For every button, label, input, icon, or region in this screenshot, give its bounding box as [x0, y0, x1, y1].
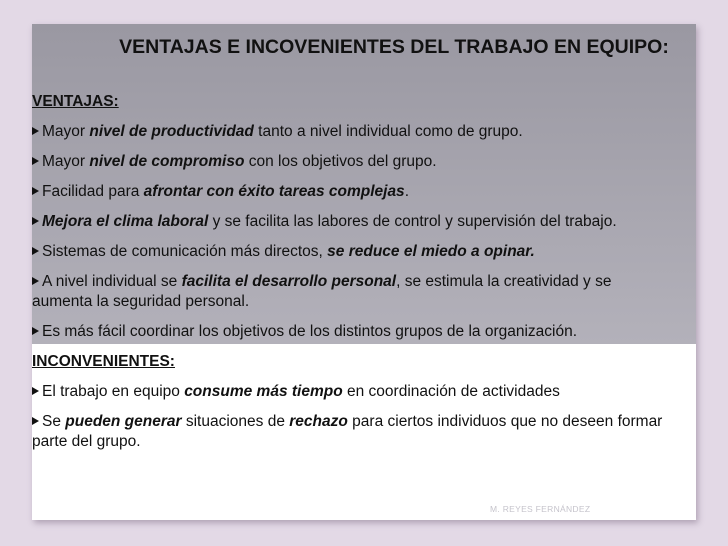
emphasis-text: nivel de compromiso	[89, 153, 245, 170]
emphasis-text: afrontar con éxito tareas complejas	[143, 183, 405, 200]
inconvenientes-item	[32, 412, 672, 452]
bullet-arrow-icon	[32, 277, 39, 285]
bullet-arrow-icon	[32, 387, 39, 395]
ventajas-heading: VENTAJAS:	[32, 93, 119, 110]
bullet-arrow-icon	[32, 327, 39, 335]
emphasis-text: pueden generar	[65, 413, 182, 430]
inconvenientes-item	[32, 382, 672, 402]
ventajas-item	[32, 212, 672, 232]
item-text: para ciertos individuos que no deseen formar parte del grupo.	[32, 413, 663, 450]
item-text: con los objetivos del grupo.	[244, 153, 437, 170]
slide-card	[32, 24, 696, 520]
bullet-arrow-icon	[32, 187, 39, 195]
item-text: Mayor	[42, 123, 90, 140]
item-text: El trabajo en equipo	[42, 383, 185, 400]
item-text: Sistemas de comunicación más directos,	[42, 243, 328, 260]
item-text: y se facilita las labores de control y supervisión del trabajo.	[208, 213, 617, 230]
ventajas-item	[32, 152, 672, 172]
item-text: Mayor	[42, 153, 90, 170]
slide-title: VENTAJAS E INCOVENIENTES DEL TRABAJO EN EQUIPO:	[119, 36, 669, 58]
inconvenientes-list	[32, 382, 672, 452]
item-text: en coordinación de actividades	[342, 383, 560, 400]
bullet-arrow-icon	[32, 157, 39, 165]
emphasis-text: nivel de productividad	[89, 123, 254, 140]
item-text: .	[404, 183, 409, 200]
emphasis-text: consume más tiempo	[184, 383, 343, 400]
item-text: Es más fácil coordinar los objetivos de los distintos grupos de la organización.	[42, 323, 578, 340]
slide-content	[32, 92, 672, 462]
item-text: , se estimula la creatividad y se aumenta la seguridad personal.	[32, 273, 612, 310]
item-text: tanto a nivel individual como de grupo.	[253, 123, 523, 140]
bullet-arrow-icon	[32, 217, 39, 225]
emphasis-text: Mejora el clima laboral	[42, 213, 209, 230]
ventajas-list	[32, 122, 672, 342]
emphasis-text: rechazo	[289, 413, 348, 430]
ventajas-item	[32, 322, 672, 342]
bullet-arrow-icon	[32, 417, 39, 425]
emphasis-text: facilita el desarrollo personal	[181, 273, 397, 290]
ventajas-item	[32, 242, 672, 262]
ventajas-item	[32, 122, 672, 142]
item-text: Facilidad para	[42, 183, 144, 200]
bullet-arrow-icon	[32, 247, 39, 255]
footer-author: M. REYES FERNÁNDEZ	[490, 504, 591, 514]
emphasis-text: se reduce el miedo a opinar.	[327, 243, 535, 260]
ventajas-item	[32, 182, 672, 202]
item-text: situaciones de	[181, 413, 290, 430]
inconvenientes-heading: INCONVENIENTES:	[32, 353, 175, 370]
item-text: A nivel individual se	[42, 273, 182, 290]
bullet-arrow-icon	[32, 127, 39, 135]
ventajas-item	[32, 272, 672, 312]
item-text: Se	[42, 413, 66, 430]
